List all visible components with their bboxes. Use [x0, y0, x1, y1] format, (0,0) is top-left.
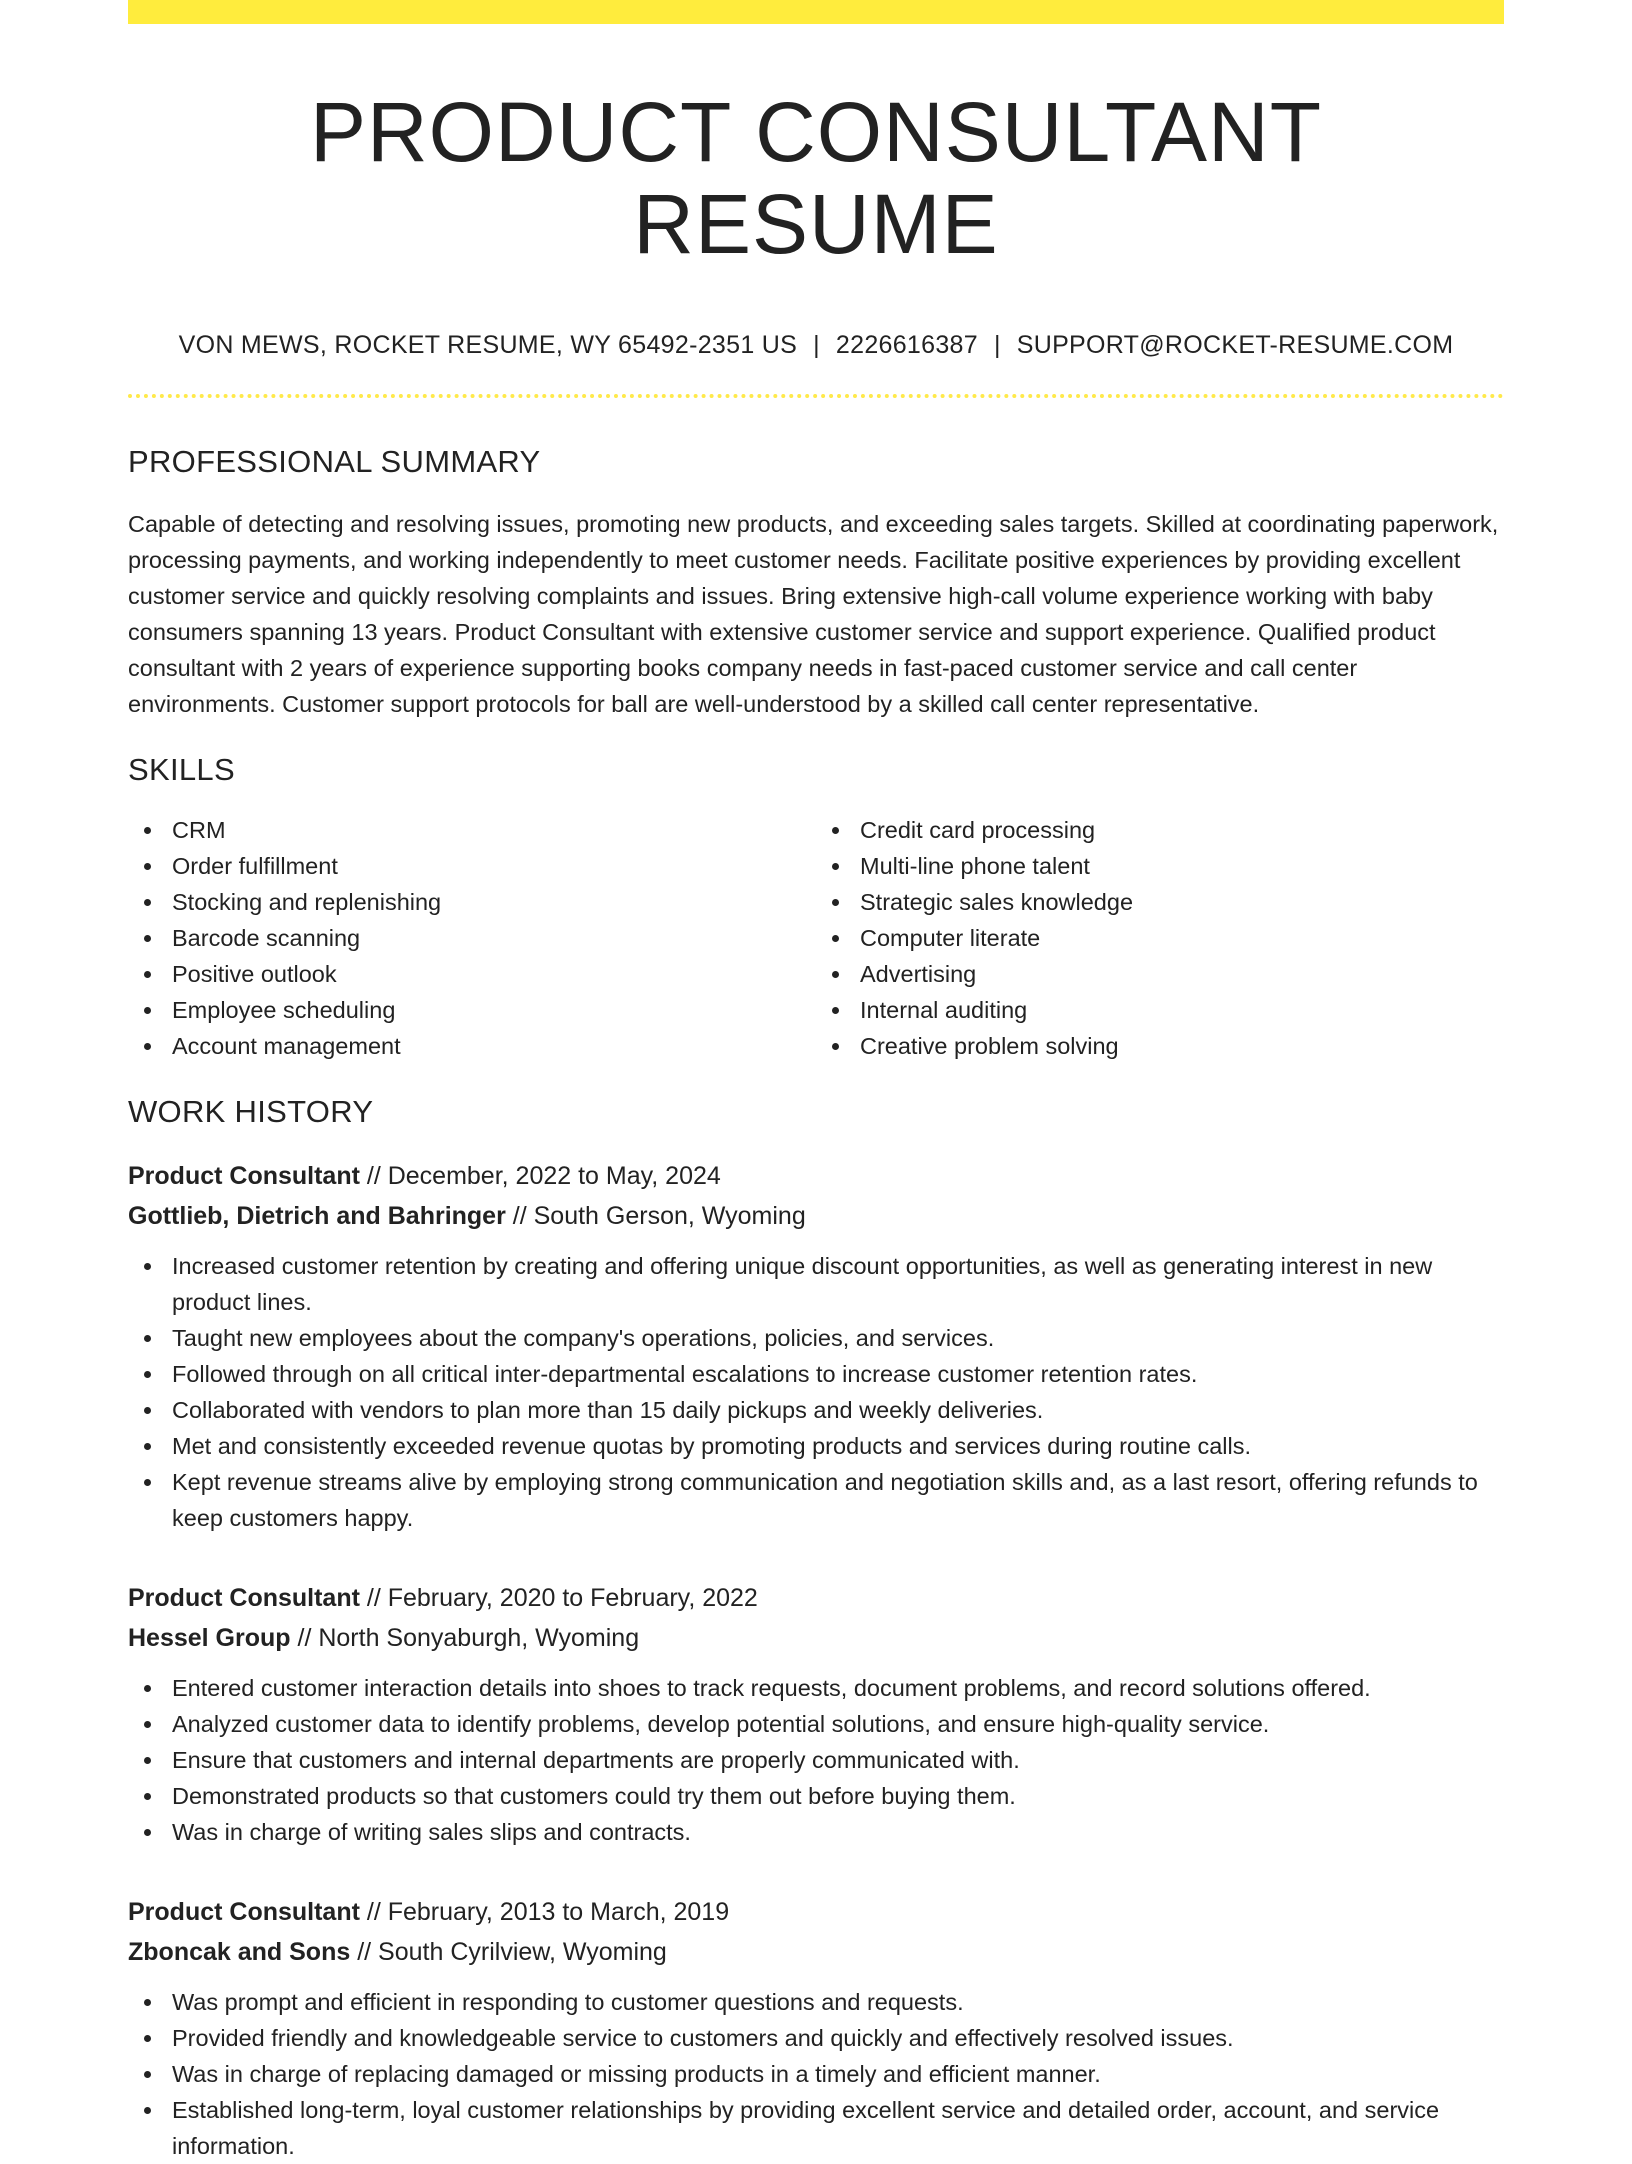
- job-duty: Kept revenue streams alive by employing strong communication and negotiation skills and, as a last resort, offering refunds to keep customers happy.: [128, 1464, 1504, 1536]
- skills-heading: SKILLS: [128, 751, 235, 787]
- contact-separator: |: [813, 330, 820, 359]
- job-company-line: [128, 1618, 1504, 1658]
- job-duty: Entered customer interaction details into shoes to track requests, document problems, and record solutions offered.: [128, 1670, 1504, 1706]
- skill-item: Credit card processing: [816, 812, 1504, 848]
- job-duty: Was prompt and efficient in responding to customer questions and requests.: [128, 1984, 1504, 2020]
- job-location: // South Cyrilview, Wyoming: [350, 1937, 667, 1966]
- header-divider: [128, 394, 1504, 398]
- job-entry: [128, 1892, 1504, 2164]
- contact-phone: 2226616387: [835, 330, 978, 359]
- skills-column-left: [128, 812, 816, 1064]
- job-duty: Established long-term, loyal customer relationships by providing excellent service and detailed order, account, and service information.: [128, 2092, 1504, 2164]
- skill-item: Barcode scanning: [128, 920, 816, 956]
- job-duty: Collaborated with vendors to plan more than 15 daily pickups and weekly deliveries.: [128, 1392, 1504, 1428]
- skill-item: Computer literate: [816, 920, 1504, 956]
- job-entry: [128, 1156, 1504, 1536]
- skill-item: Employee scheduling: [128, 992, 816, 1028]
- skill-item: CRM: [128, 812, 816, 848]
- skill-item: Advertising: [816, 956, 1504, 992]
- job-location: // North Sonyaburgh, Wyoming: [290, 1623, 640, 1652]
- job-duty: Was in charge of replacing damaged or missing products in a timely and efficient manner.: [128, 2056, 1504, 2092]
- summary-text: Capable of detecting and resolving issues, promoting new products, and exceeding sales targets. Skilled at coordinating paperwork, processing payments, and working independently to meet customer needs. Facilitate positive experiences by providing excellent customer service and quickly resolving complaints and issues. Bring extensive high-call volume experience working with baby consumers spanning 13 years. Product Consultant with extensive customer service and support experience. Qualified product consultant with 2 years of experience supporting books company needs in fast-paced customer service and call center environments. Customer support protocols for ball are well-understood by a skilled call center representative.: [128, 510, 1499, 717]
- contact-email: SUPPORT@ROCKET-RESUME.COM: [1016, 330, 1454, 359]
- job-duty: Increased customer retention by creating and offering unique discount opportunities, as well as generating interest in new product lines.: [128, 1248, 1504, 1320]
- job-dates: // February, 2013 to March, 2019: [359, 1897, 730, 1926]
- resume-title: PRODUCT CONSULTANT RESUME: [309, 85, 1323, 272]
- job-entry: [128, 1578, 1504, 1850]
- job-duties: [128, 1248, 1504, 1536]
- job-location: // South Gerson, Wyoming: [505, 1201, 806, 1230]
- contact-address: VON MEWS, ROCKET RESUME, WY 65492-2351 US: [178, 330, 798, 359]
- job-company-line: [128, 1196, 1504, 1236]
- summary-heading: PROFESSIONAL SUMMARY: [128, 443, 541, 479]
- skill-item: Stocking and replenishing: [128, 884, 816, 920]
- job-company: Zboncak and Sons: [128, 1937, 351, 1966]
- job-duty: Met and consistently exceeded revenue quotas by promoting products and services during routine calls.: [128, 1428, 1504, 1464]
- skill-item: Account management: [128, 1028, 816, 1064]
- job-title: Product Consultant: [128, 1897, 360, 1926]
- skill-item: Order fulfillment: [128, 848, 816, 884]
- job-duty: Provided friendly and knowledgeable service to customers and quickly and effectively resolved issues.: [128, 2020, 1504, 2056]
- work-history-heading: WORK HISTORY: [128, 1093, 374, 1129]
- job-duty: Taught new employees about the company's operations, policies, and services.: [128, 1320, 1504, 1356]
- job-company: Hessel Group: [128, 1623, 291, 1652]
- job-duties: [128, 1984, 1504, 2164]
- resume-page: [128, 0, 1504, 2159]
- job-company-line: [128, 1932, 1504, 1972]
- job-duties: [128, 1670, 1504, 1850]
- skills-list: [128, 812, 1504, 1064]
- job-duty: Ensure that customers and internal departments are properly communicated with.: [128, 1742, 1504, 1778]
- job-title-line: [128, 1156, 1504, 1196]
- job-title-line: [128, 1578, 1504, 1618]
- job-title: Product Consultant: [128, 1583, 360, 1612]
- skill-item: Positive outlook: [128, 956, 816, 992]
- job-title: Product Consultant: [128, 1161, 360, 1190]
- job-duty: Followed through on all critical inter-departmental escalations to increase customer retention rates.: [128, 1356, 1504, 1392]
- contact-line: [128, 331, 1504, 360]
- job-duty: Analyzed customer data to identify problems, develop potential solutions, and ensure high-quality service.: [128, 1706, 1504, 1742]
- skill-item: Internal auditing: [816, 992, 1504, 1028]
- job-duty: Demonstrated products so that customers could try them out before buying them.: [128, 1778, 1504, 1814]
- skill-item: Strategic sales knowledge: [816, 884, 1504, 920]
- skill-item: Creative problem solving: [816, 1028, 1504, 1064]
- job-title-line: [128, 1892, 1504, 1932]
- contact-separator: |: [993, 330, 1001, 359]
- job-duty: Was in charge of writing sales slips and contracts.: [128, 1814, 1504, 1850]
- skills-column-right: [816, 812, 1504, 1064]
- job-company: Gottlieb, Dietrich and Bahringer: [128, 1201, 506, 1230]
- skill-item: Multi-line phone talent: [816, 848, 1504, 884]
- job-dates: // December, 2022 to May, 2024: [359, 1161, 721, 1190]
- accent-bar: [128, 0, 1504, 24]
- job-dates: // February, 2020 to February, 2022: [359, 1583, 758, 1612]
